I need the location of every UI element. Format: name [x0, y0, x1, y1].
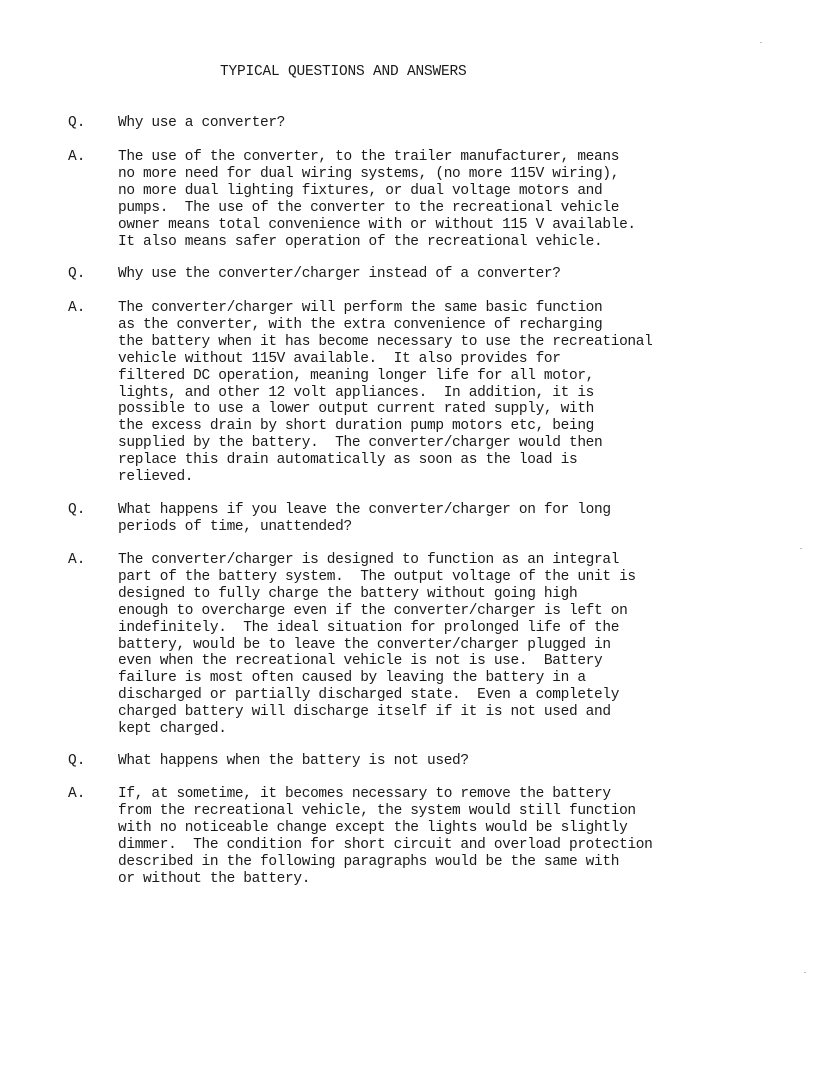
- question-text: Why use the converter/charger instead of a converter?: [118, 266, 561, 282]
- question-text: What happens when the battery is not used?: [118, 753, 469, 769]
- question-label: Q.: [68, 266, 86, 282]
- scan-artifact: [760, 42, 762, 43]
- answer-label: A.: [68, 552, 86, 568]
- scan-artifact: [804, 972, 806, 973]
- answer-text: If, at sometime, it becomes necessary to remove the battery from the recreational vehicle, the system would still function with no noticeable change except the lights would be slightly dimmer. The condition for short circuit and overload protection described in the following paragraphs would be the same with or without the battery.: [118, 786, 653, 887]
- answer-text: The converter/charger is designed to function as an integral part of the battery system. The output voltage of the unit is designed to fully charge the battery without going high enough to overcharge even if the converter/charger is left on indefinitely. The ideal situation for prolonged life of the battery, would be to leave the converter/charger plugged in even when the recreational vehicle is not is use. Battery failure is most often caused by leaving the battery in a discharged or partially discharged state. Even a completely charged battery will discharge itself if it is not used and kept charged.: [118, 552, 636, 738]
- answer-label: A.: [68, 300, 86, 316]
- page-title: TYPICAL QUESTIONS AND ANSWERS: [220, 64, 467, 80]
- answer-text: The converter/charger will perform the same basic function as the converter, with the extra convenience of recharging the battery when it has become necessary to use the recreational vehicle without 115V available. It also provides for filtered DC operation, meaning longer life for all motor, lights, and other 12 volt appliances. In addition, it is possible to use a lower output current rated supply, with the excess drain by short duration pump motors etc, being supplied by the battery. The converter/charger would then replace this drain automatically as soon as the load is relieved.: [118, 300, 653, 486]
- answer-label: A.: [68, 786, 86, 802]
- question-label: Q.: [68, 115, 86, 131]
- answer-text: The use of the converter, to the trailer manufacturer, means no more need for dual wiring systems, (no more 115V wiring), no more dual lighting fixtures, or dual voltage motors and pumps. The use of the converter to the recreational vehicle owner means total convenience with or without 115 V available. It also means safer operation of the recreational vehicle.: [118, 149, 636, 250]
- scan-artifact: [800, 548, 802, 549]
- answer-label: A.: [68, 149, 86, 165]
- question-label: Q.: [68, 753, 86, 769]
- question-label: Q.: [68, 502, 86, 518]
- question-text: What happens if you leave the converter/charger on for long periods of time, unattended?: [118, 502, 611, 535]
- question-text: Why use a converter?: [118, 115, 286, 131]
